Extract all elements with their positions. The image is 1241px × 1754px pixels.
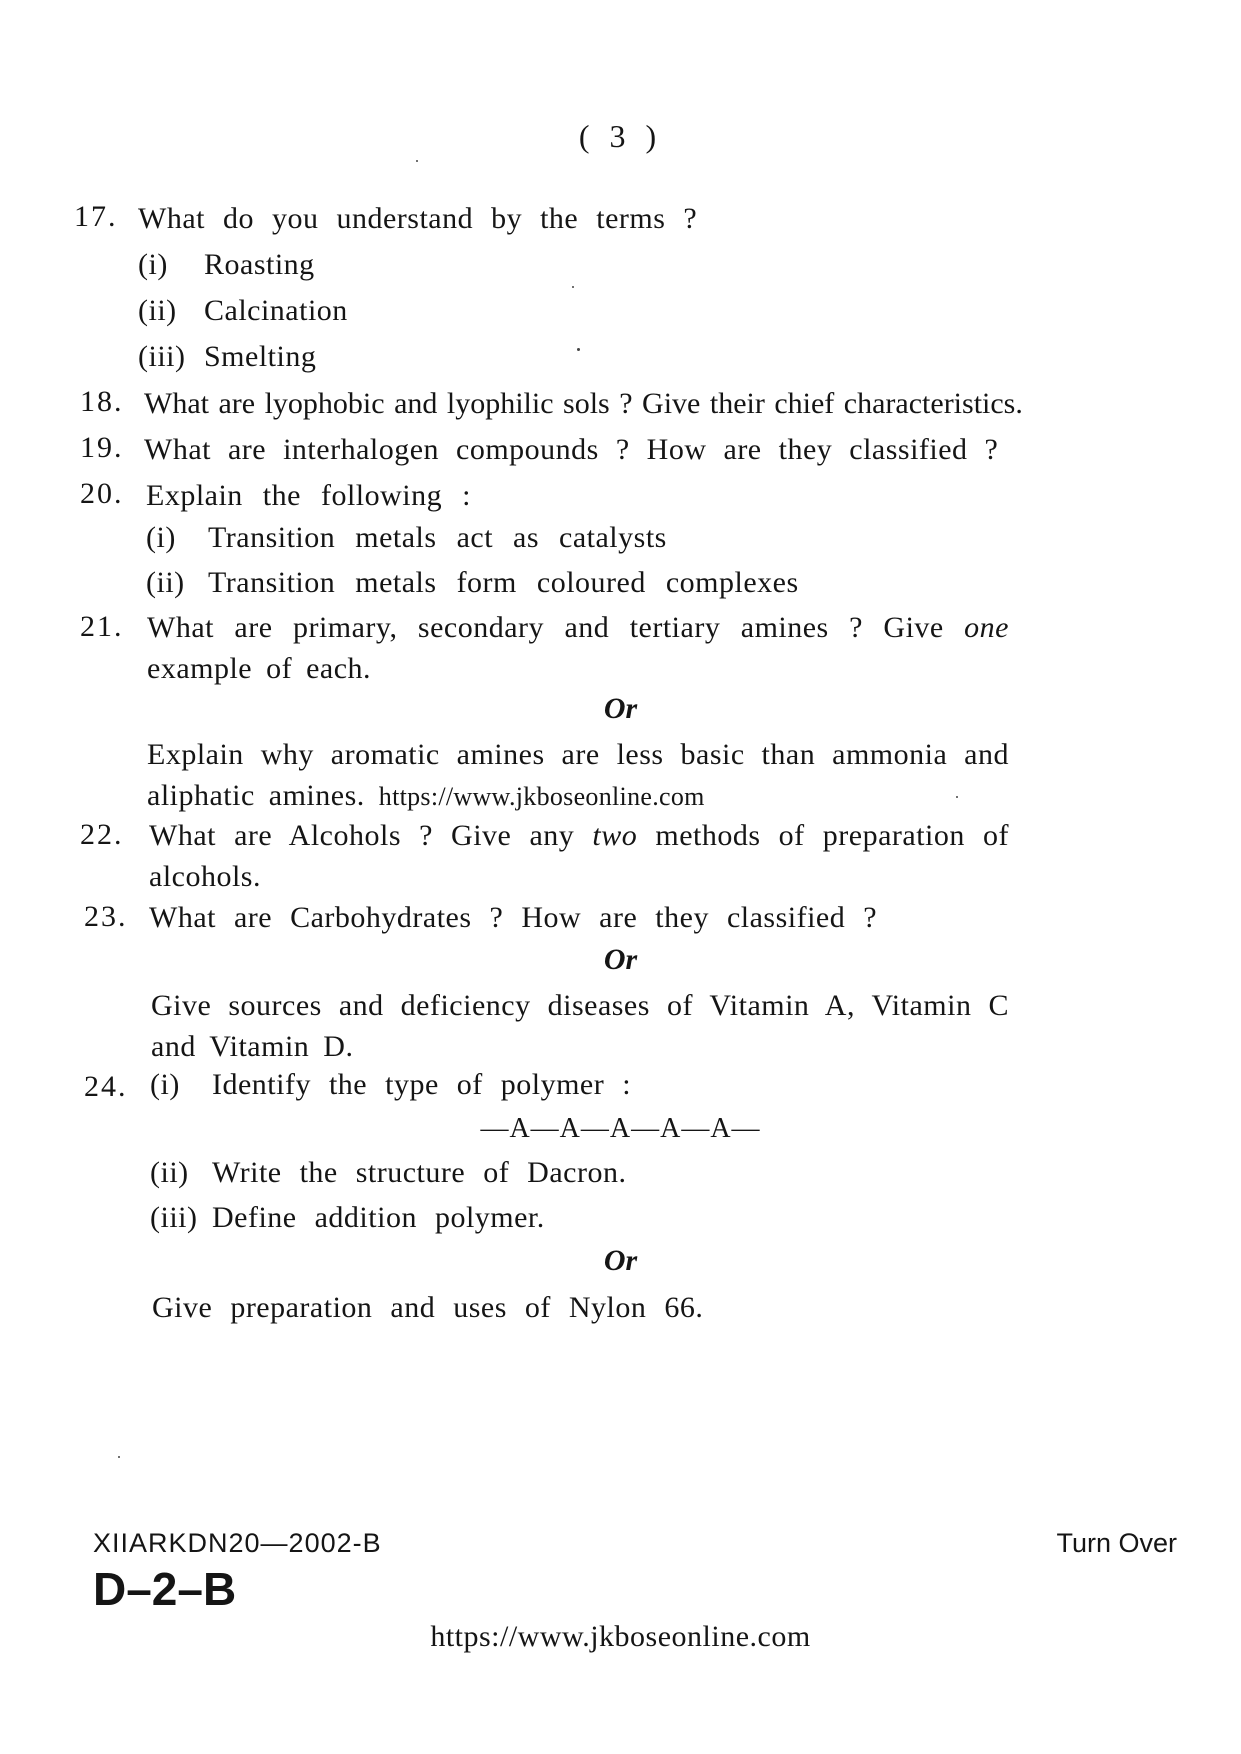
question-number: 23. xyxy=(84,900,128,933)
question-text xyxy=(147,607,1009,689)
sub-question-text: Define addition polymer. xyxy=(212,1201,545,1234)
scan-speck xyxy=(577,348,580,351)
question-text-part: example of each. xyxy=(147,652,372,685)
sub-question-number: (ii) xyxy=(150,1156,189,1189)
emphasis-word: two xyxy=(592,819,638,852)
question-text-part: What are Alcohols ? Give any xyxy=(149,819,593,852)
emphasis-word: one xyxy=(964,611,1009,644)
sub-question-number: (iii) xyxy=(138,340,186,373)
sub-question-text: Identify the type of polymer : xyxy=(212,1068,632,1101)
question-text xyxy=(149,815,1009,897)
alternative-question-text: Give preparation and uses of Nylon 66. xyxy=(152,1291,704,1324)
sub-question xyxy=(150,1068,631,1102)
sub-question-text: Roasting xyxy=(204,248,315,281)
question-number: 20. xyxy=(80,477,124,510)
question-text: What are Carbohydrates ? How are they classified ? xyxy=(149,901,878,934)
alternative-question-text: Give sources and deficiency diseases of Vitamin A, Vitamin C and Vitamin D. xyxy=(151,989,1009,1063)
question-number: 24. xyxy=(84,1070,128,1103)
question-number: 22. xyxy=(80,818,124,851)
question-text: What are lyophobic and lyophilic sols ? Give their chief characteristics. xyxy=(144,387,1023,420)
scan-speck xyxy=(956,796,958,798)
series-code: D–2–B xyxy=(93,1563,237,1615)
scan-speck xyxy=(572,286,574,288)
question-text-part: methods of preparation of alcohols. xyxy=(149,819,1009,893)
question-text: What are interhalogen compounds ? How are they classified ? xyxy=(144,433,999,466)
page-number: ( 3 ) xyxy=(578,118,663,154)
sub-question-text: Transition metals form coloured complexes xyxy=(208,566,799,599)
sub-question-number: (i) xyxy=(138,248,168,281)
sub-question-number: (ii) xyxy=(138,294,177,327)
question-number: 21. xyxy=(80,610,124,643)
turn-over-label: Turn Over xyxy=(1056,1528,1177,1558)
sub-question-number: (i) xyxy=(150,1068,180,1101)
or-separator: Or xyxy=(603,1244,638,1277)
alternative-question-text xyxy=(147,734,1009,817)
sub-question-text: Write the structure of Dacron. xyxy=(212,1156,627,1189)
scan-speck xyxy=(416,160,418,162)
scan-speck xyxy=(118,1456,120,1458)
question-number: 19. xyxy=(80,431,124,464)
paper-code: XIIARKDN20—2002-B xyxy=(93,1528,382,1558)
footer-url: https://www.jkboseonline.com xyxy=(430,1620,811,1653)
sub-question xyxy=(138,248,315,282)
sub-question-text: Transition metals act as catalysts xyxy=(208,521,667,554)
sub-question xyxy=(150,1156,626,1190)
question-number: 17. xyxy=(74,200,118,233)
question-text-part: Explain why aromatic amines are less basic than ammonia and aliphatic amines. xyxy=(147,738,1009,812)
sub-question xyxy=(146,566,799,600)
sub-question-number: (iii) xyxy=(150,1201,198,1234)
or-separator: Or xyxy=(603,943,638,976)
sub-question-number: (ii) xyxy=(146,566,185,599)
watermark-url: https://www.jkboseonline.com xyxy=(378,782,705,811)
sub-question xyxy=(138,340,316,374)
sub-question xyxy=(138,294,348,328)
or-separator: Or xyxy=(603,692,638,725)
sub-question-number: (i) xyxy=(146,521,176,554)
sub-question-text: Smelting xyxy=(204,340,317,373)
sub-question xyxy=(146,521,667,555)
sub-question-text: Calcination xyxy=(204,294,348,327)
question-text-part: What are primary, secondary and tertiary amines ? Give xyxy=(147,611,965,644)
question-number: 18. xyxy=(80,385,124,418)
sub-question xyxy=(150,1201,545,1235)
question-text: Explain the following : xyxy=(146,479,471,512)
polymer-formula: —A—A—A—A—A— xyxy=(480,1113,761,1144)
question-text: What do you understand by the terms ? xyxy=(138,202,698,235)
